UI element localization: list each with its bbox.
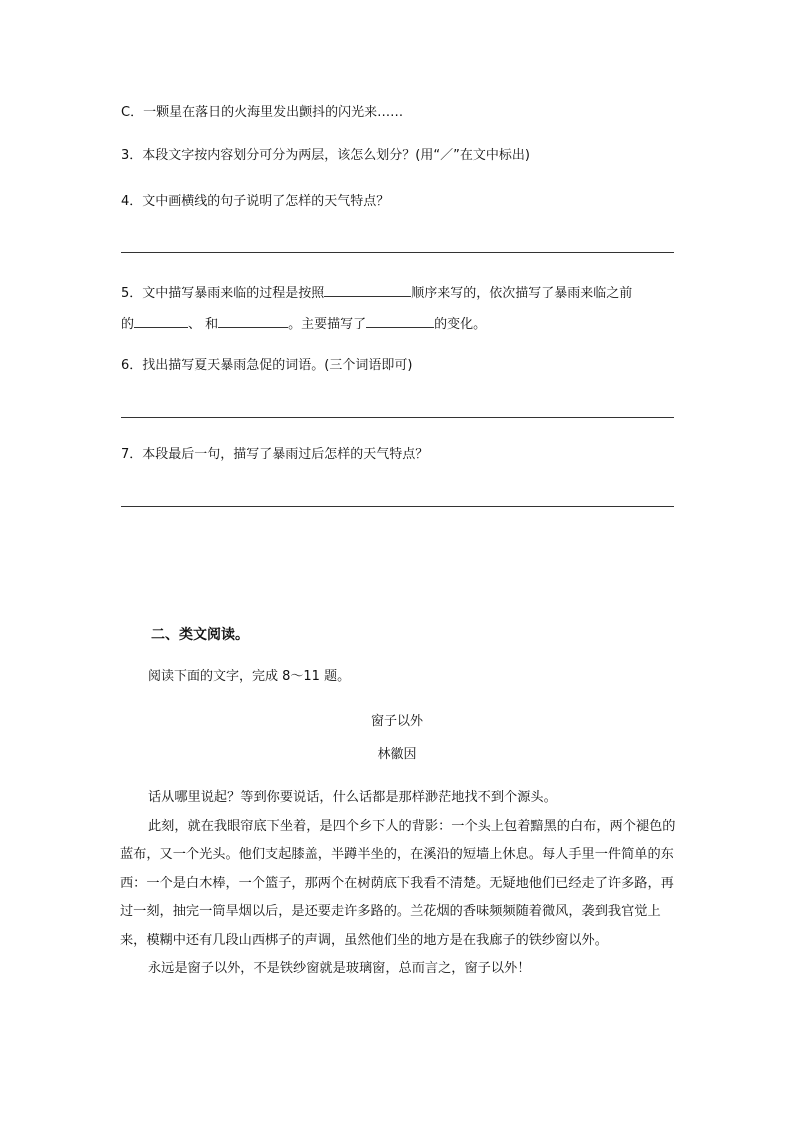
reading-instruction: 阅读下面的文字，完成 8～11 题。	[148, 669, 351, 684]
q5-blank-3[interactable]	[366, 313, 434, 328]
answer-line-q7[interactable]	[121, 506, 674, 507]
q5-text-5: 。主要描写了	[288, 317, 367, 332]
q5-text-3: 的	[121, 317, 135, 332]
question-4: 4．文中画横线的句子说明了怎样的天气特点？	[121, 194, 390, 209]
q5-blank-1[interactable]	[134, 313, 188, 328]
passage-paragraph-1: 话从哪里说起？等到你要说话，什么话都是那样渺茫地找不到个源头。	[148, 790, 557, 805]
passage-author: 林徽因	[377, 747, 417, 762]
q5-text-2: 顺序来写的，依次描写了暴雨来临之前	[411, 286, 633, 301]
question-5-line1	[121, 282, 632, 303]
answer-line-q6[interactable]	[121, 417, 674, 418]
question-3: 3．本段文字按内容划分可分为两层，该怎么划分？(用“／”在文中标出)	[121, 148, 530, 163]
section-heading: 二、类文阅读。	[151, 627, 249, 643]
passage-title: 窗子以外	[370, 714, 423, 729]
question-option-c: C．一颗星在落日的火海里发出颤抖的闪光来……	[121, 105, 404, 120]
q5-blank-order[interactable]	[324, 282, 411, 297]
q5-blank-2[interactable]	[218, 313, 288, 328]
q5-text-4: 、 和	[188, 317, 219, 332]
passage-paragraph-2: 此刻，就在我眼帘底下坐着，是四个乡下人的背影：一个头上包着黯黑的白布，两个褪色的蓝布，又一个光头。他们支起膝盖，半蹲半坐的，在溪沿的短墙上休息。每人手里一件简单的东西：一个是白木棒，一个篮子，那两个在树荫底下我看不清楚。无疑地他们已经走了许多路，再过一刻，抽完一筒旱烟以后，是还要走许多路的。兰花烟的香味频频随着微风，袭到我官觉上来，模糊中还有几段山西梆子的声调，虽然他们坐的地方是在我廊子的铁纱窗以外。	[120, 818, 676, 948]
q5-text-6: 的变化。	[434, 317, 487, 332]
passage-body	[120, 784, 676, 984]
q5-text-1: 5．文中描写暴雨来临的过程是按照	[121, 286, 325, 301]
question-7: 7．本段最后一句，描写了暴雨过后怎样的天气特点？	[121, 447, 429, 462]
question-6: 6．找出描写夏天暴雨急促的词语。(三个词语即可)	[121, 358, 413, 373]
question-5-line2	[121, 313, 486, 334]
passage-paragraph-3: 永远是窗子以外，不是铁纱窗就是玻璃窗，总而言之，窗子以外！	[148, 961, 531, 976]
answer-line-q4[interactable]	[121, 252, 674, 253]
